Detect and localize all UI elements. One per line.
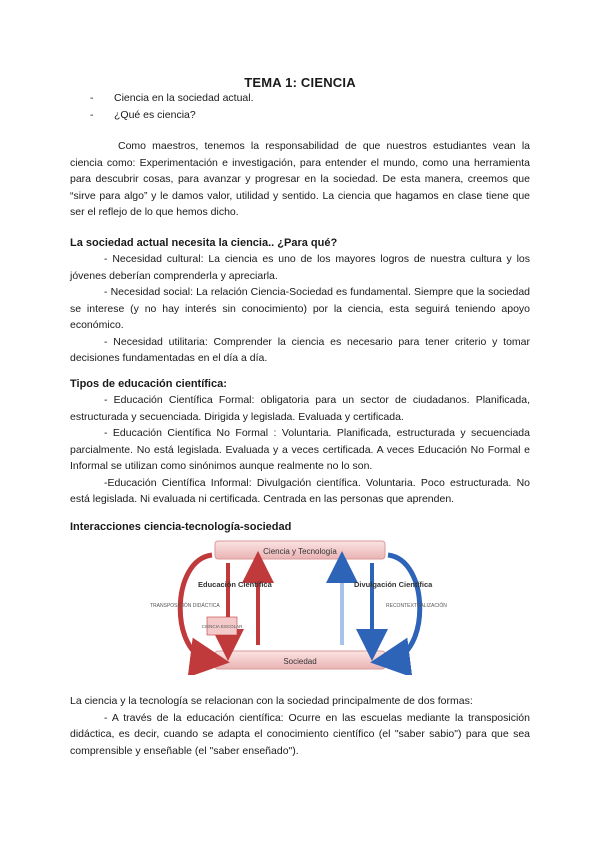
paragraph: - A través de la educación científica: Ocurre en las escuelas mediante la transposición didáctica, es decir, cuando se adapta el conocimiento científico (el "saber sabio") para que sea comprensible y enseñable (el "saber enseñado"). <box>70 711 530 757</box>
right-label: RECONTEXTUALIZACIÓN <box>386 603 447 609</box>
list-item-text: Ciencia en la sociedad actual. <box>114 92 254 104</box>
topic-list <box>90 90 520 124</box>
section-society <box>70 235 530 367</box>
left-title: Educación Científica <box>198 580 272 589</box>
paragraph: - Educación Científica Formal: obligatoria para un sector de ciudadanos. Planificada, estructurada y secuenciada. Dirigida y legislada. Evaluada y certificada. <box>70 394 530 423</box>
document-title: TEMA 1: CIENCIA <box>244 75 356 90</box>
list-item-text: ¿Qué es ciencia? <box>114 109 196 121</box>
paragraph: - Educación Científica No Formal : Voluntaria. Planificada, estructurada y secuenciada parcialmente. No está legislada. Evaluada y a veces certificada. A veces Educación No Formal e Informal se utilizan como sinónimos aunque realmente no lo son. <box>70 427 530 472</box>
list-item: - Ciencia en la sociedad actual. <box>90 90 520 107</box>
list-item: - ¿Qué es ciencia? <box>90 107 520 124</box>
paragraph: - Necesidad cultural: La ciencia es uno de los mayores logros de nuestra cultura y los jóvenes deberían comprenderla y apreciarla. <box>70 253 530 282</box>
intro-block <box>70 138 530 221</box>
right-title: Divulgación Científica <box>354 580 433 589</box>
section-heading: Interacciones ciencia-tecnología-sociedad <box>70 521 292 533</box>
left-label: TRANSPOSICIÓN DIDÁCTICA <box>150 603 220 609</box>
top-box-label: Ciencia y Tecnología <box>263 547 337 556</box>
bottom-box-label: Sociedad <box>283 657 317 666</box>
section-education-types <box>70 376 530 508</box>
school-box-label: CIENCIA ESCOLAR <box>201 624 243 629</box>
section-interactions <box>70 519 530 535</box>
intro-paragraph: Como maestros, tenemos la responsabilidad de que nuestros estudiantes vean la ciencia como: Experimentación e investigación, para entender el mundo, como una herramienta para descubrir cosas, para avanzar y progresar en la sociedad. De esta manera, creemos que “sirve para algo” y le damos valor, utilidad y sentido. La ciencia que hagamos en clase tiene que ser el reflejo de lo que hemos dicho. <box>70 140 530 218</box>
paragraph: La ciencia y la tecnología se relacionan con la sociedad principalmente de dos formas: <box>70 695 473 707</box>
paragraph: - Necesidad utilitaria: Comprender la ciencia es necesario para tener criterio y tomar decisiones fundamentadas en el día a día. <box>70 335 530 364</box>
cts-diagram <box>150 535 450 675</box>
section-heading: Tipos de educación científica: <box>70 378 227 390</box>
section-heading: La sociedad actual necesita la ciencia.. ¿Para qué? <box>70 237 338 249</box>
paragraph: - Necesidad social: La relación Ciencia-Sociedad es fundamental. Siempre que la sociedad se interese (y no hay interés sin conocimiento) por la ciencia, esta seguirá teniendo apoyo económico. <box>70 286 530 331</box>
paragraph: -Educación Científica Informal: Divulgación científica. Voluntaria. Poco estructurada. No está legislada. Ni evaluada ni certificada. Centrada en las personas que aprenden. <box>70 476 530 505</box>
closing-block <box>70 693 530 759</box>
